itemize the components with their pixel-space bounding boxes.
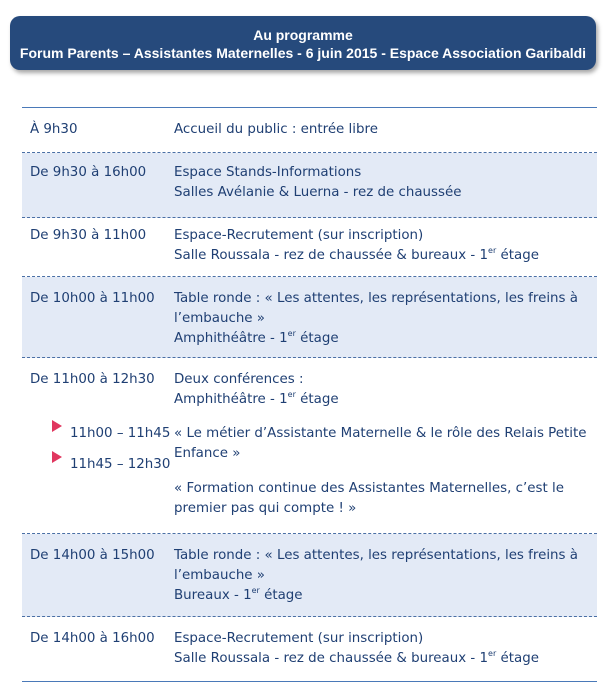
program-header [10, 16, 596, 70]
row-time: De 14h00 à 16h00 [30, 631, 155, 646]
header-subtitle: Forum Parents – Assistantes Maternelles - 6 juin 2015 - Espace Association Garibaldi [19, 45, 587, 61]
row-time: De 10h00 à 11h00 [30, 291, 155, 306]
schedule-row [22, 358, 597, 534]
row-time: De 9h30 à 16h00 [30, 165, 147, 180]
session-title: « Formation continue des Assistantes Maternelles, c’est le premier pas qui compte ! » [174, 481, 564, 516]
play-triangle-icon [52, 420, 62, 432]
schedule-row [22, 108, 597, 153]
row-time: De 14h00 à 15h00 [30, 548, 155, 563]
row-description [174, 629, 592, 669]
row-floor: Bureaux - 1er étage [174, 586, 303, 603]
row-line: l’embauche » [174, 311, 265, 326]
row-line: Table ronde : « Les attentes, les représentations, les freins à [174, 548, 578, 563]
row-line: Espace Stands-Informations [174, 165, 362, 180]
row-description [174, 370, 592, 410]
row-line: Table ronde : « Les attentes, les représentations, les freins à [174, 291, 578, 306]
row-line: l’embauche » [174, 568, 265, 583]
row-time: De 9h30 à 11h00 [30, 228, 147, 243]
row-line: Espace-Recrutement (sur inscription) [174, 228, 424, 243]
schedule-table [22, 107, 597, 682]
row-line: Accueil du public : entrée libre [174, 122, 378, 137]
play-triangle-icon [52, 451, 62, 463]
header-title: Au programme [253, 27, 353, 43]
row-floor: Salle Roussala - rez de chaussée & bureaux - 1er étage [174, 246, 539, 263]
row-time: De 11h00 à 12h30 [30, 372, 155, 387]
row-floor: Amphithéâtre - 1er étage [174, 329, 339, 346]
row-description [174, 163, 592, 203]
schedule-row [22, 534, 597, 617]
session-time: 11h45 – 12h30 [70, 457, 171, 472]
row-time: À 9h30 [30, 122, 78, 137]
row-description [174, 546, 592, 606]
row-floor: Salle Roussala - rez de chaussée & bureaux - 1er étage [174, 649, 539, 666]
schedule-row [22, 153, 597, 218]
schedule-row [22, 277, 597, 358]
schedule-row [22, 617, 597, 682]
session-title: « Le métier d’Assistante Maternelle & le rôle des Relais Petite Enfance » [174, 426, 587, 461]
row-line: Deux conférences : [174, 372, 304, 387]
row-description [174, 120, 592, 140]
row-line: Espace-Recrutement (sur inscription) [174, 631, 424, 646]
row-floor: Amphithéâtre - 1er étage [174, 390, 339, 407]
row-description [174, 289, 592, 349]
schedule-row [22, 218, 597, 277]
row-description [174, 226, 592, 266]
row-line: Salles Avélanie & Luerna - rez de chaussée [174, 185, 462, 200]
session-time: 11h00 – 11h45 [70, 426, 171, 441]
